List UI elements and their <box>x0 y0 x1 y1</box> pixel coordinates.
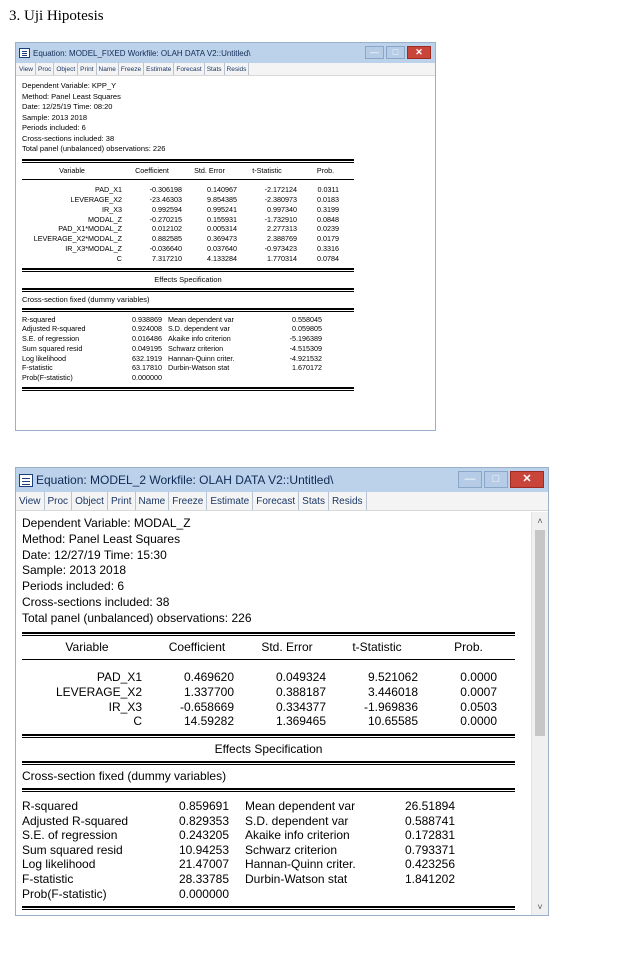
stat-label: Akaike info criterion <box>245 828 350 843</box>
stat-value: 0.000000 <box>178 886 229 901</box>
effects-specification-title: Effects Specification <box>154 274 222 284</box>
page-heading: 3. Uji Hipotesis <box>9 8 104 24</box>
coefficient-value: 7.317210 <box>152 253 182 263</box>
stat-value: 0.938869 <box>132 314 162 324</box>
toolbar-estimate-button[interactable]: Estimate <box>144 63 174 75</box>
prob-value: 0.0311 <box>317 185 339 195</box>
stat-label: S.D. dependent var <box>168 324 230 334</box>
stats-row <box>22 872 515 887</box>
window-title: Equation: MODEL_FIXED Workfile: OLAH DATA V2::Untitled\ <box>33 48 251 58</box>
toolbar <box>16 492 548 511</box>
t-statistic-value: -1.969836 <box>363 699 418 714</box>
column-header: Variable <box>59 165 85 175</box>
stat-label: S.E. of regression <box>22 828 118 843</box>
header-line: Total panel (unbalanced) observations: 226 <box>22 610 252 625</box>
toolbar-freeze-button[interactable]: Freeze <box>119 63 144 75</box>
stats-row <box>22 315 354 325</box>
coefficient-table <box>22 166 354 176</box>
variable-name: C <box>116 253 122 263</box>
prob-value: 0.0179 <box>317 234 339 244</box>
header-line: Cross-sections included: 38 <box>22 595 170 610</box>
toolbar-estimate-button[interactable]: Estimate <box>207 492 253 510</box>
prob-value: 0.0239 <box>317 224 339 234</box>
divider <box>22 268 354 270</box>
toolbar-resids-button[interactable]: Resids <box>329 492 367 510</box>
coefficient-value: 0.012102 <box>152 224 182 234</box>
toolbar-forecast-button[interactable]: Forecast <box>253 492 299 510</box>
stats-row <box>22 354 354 364</box>
system-menu-icon[interactable] <box>19 48 30 58</box>
table-row <box>22 224 354 234</box>
column-header: t-Statistic <box>252 165 282 175</box>
toolbar-view-button[interactable]: View <box>16 492 45 510</box>
stat-value: 28.33785 <box>178 872 229 887</box>
variable-name: PAD_X1*MODAL_Z <box>58 224 122 234</box>
std-error-value: 1.369465 <box>275 714 326 729</box>
prob-value: 0.3199 <box>317 204 339 214</box>
effects-type: Cross-section fixed (dummy variables) <box>22 768 227 783</box>
divider <box>22 659 515 660</box>
header-line: Dependent Variable: KPP_Y <box>22 81 117 90</box>
coefficient-value: -0.036640 <box>149 243 182 253</box>
stat-value: 0.829353 <box>178 813 229 828</box>
toolbar-name-button[interactable]: Name <box>136 492 170 510</box>
table-row <box>22 670 515 685</box>
estimation-output <box>22 516 522 914</box>
divider <box>22 906 515 908</box>
t-statistic-value: 3.446018 <box>367 685 418 700</box>
prob-value: 0.3316 <box>317 243 339 253</box>
t-statistic-value: 2.277313 <box>267 224 297 234</box>
std-error-value: 9.854385 <box>207 195 237 205</box>
stat-label: S.D. dependent var <box>245 813 349 828</box>
table-row <box>22 195 354 205</box>
stats-row <box>22 324 354 334</box>
table-header-row <box>22 640 515 655</box>
std-error-value: 0.005314 <box>207 224 237 234</box>
column-header: Coefficient <box>168 639 226 654</box>
stat-value: 21.47007 <box>178 857 229 872</box>
prob-value: 0.0007 <box>460 685 497 700</box>
table-row <box>22 215 354 225</box>
stat-label: Log likelihood <box>22 353 66 363</box>
stat-value: -5.196389 <box>289 334 322 344</box>
stat-label: R-squared <box>22 314 56 324</box>
table-row <box>22 185 354 195</box>
prob-value: 0.0000 <box>460 670 497 685</box>
coefficient-rows <box>22 670 515 729</box>
stat-value: 0.558045 <box>292 314 322 324</box>
variable-name: C <box>133 714 142 729</box>
prob-value: 0.0183 <box>317 195 339 205</box>
table-row <box>22 244 354 254</box>
table-row <box>22 714 515 729</box>
std-error-value: 0.369473 <box>207 234 237 244</box>
column-header: t-Statistic <box>352 639 402 654</box>
std-error-value: 0.140967 <box>207 185 237 195</box>
table-row <box>22 685 515 700</box>
title-bar[interactable] <box>16 43 435 63</box>
stats-row <box>22 857 515 872</box>
stat-label: Durbin-Watson stat <box>168 363 230 373</box>
column-header: Std. Error <box>194 165 225 175</box>
stat-value: 0.059805 <box>292 324 322 334</box>
toolbar-forecast-button[interactable]: Forecast <box>174 63 204 75</box>
variable-name: PAD_X1 <box>96 670 142 685</box>
table-row <box>22 205 354 215</box>
maximize-button[interactable]: □ <box>484 471 508 488</box>
stat-value: 1.841202 <box>404 872 455 887</box>
table-header-row <box>22 166 354 176</box>
toolbar-object-button[interactable]: Object <box>72 492 108 510</box>
stats-row <box>22 814 515 829</box>
divider <box>22 159 354 161</box>
vertical-scrollbar[interactable] <box>531 512 548 915</box>
std-error-value: 0.049324 <box>275 670 326 685</box>
stat-value: 0.000000 <box>132 373 162 383</box>
variable-name: LEVERAGE_X2 <box>70 195 122 205</box>
system-menu-icon[interactable] <box>19 474 33 487</box>
stat-value: 0.243205 <box>178 828 229 843</box>
minimize-button[interactable]: — <box>365 46 384 59</box>
title-bar[interactable] <box>16 468 548 492</box>
header-line: Method: Panel Least Squares <box>22 531 181 546</box>
column-header: Std. Error <box>261 639 313 654</box>
toolbar-proc-button[interactable]: Proc <box>45 492 73 510</box>
stat-value: 0.049195 <box>132 343 162 353</box>
t-statistic-value: -2.380973 <box>264 195 297 205</box>
header-line: Date: 12/25/19 Time: 08:20 <box>22 102 113 111</box>
coefficient-value: -0.658669 <box>179 699 234 714</box>
toolbar-resids-button[interactable]: Resids <box>225 63 250 75</box>
coefficient-value: 0.469620 <box>183 670 234 685</box>
header-line: Total panel (unbalanced) observations: 226 <box>22 144 166 153</box>
stat-label: Schwarz criterion <box>245 842 338 857</box>
regression-statistics <box>22 799 515 901</box>
coefficient-value: 1.337700 <box>183 685 234 700</box>
std-error-value: 0.388187 <box>275 685 326 700</box>
column-header: Prob. <box>454 639 483 654</box>
variable-name: LEVERAGE_X2 <box>55 685 142 700</box>
stats-row <box>22 887 515 902</box>
stat-value: 0.924008 <box>132 324 162 334</box>
divider <box>22 788 515 790</box>
stat-value: 0.588741 <box>404 813 455 828</box>
divider <box>22 288 354 290</box>
coefficient-value: 0.882585 <box>152 234 182 244</box>
estimation-output <box>22 81 362 394</box>
stat-label: S.E. of regression <box>22 334 80 344</box>
t-statistic-value: -1.732910 <box>264 214 297 224</box>
stat-label: Hannan-Quinn criter. <box>168 353 235 363</box>
stat-label: Sum squared resid <box>22 842 123 857</box>
close-button[interactable]: ✕ <box>407 46 431 59</box>
t-statistic-value: 9.521062 <box>367 670 418 685</box>
coefficient-value: -0.270215 <box>149 214 182 224</box>
equation-window-model-2 <box>15 467 549 916</box>
variable-name: IR_X3 <box>102 204 122 214</box>
variable-name: PAD_X1 <box>94 185 122 195</box>
effects-specification-title: Effects Specification <box>214 741 323 756</box>
stat-value: 26.51894 <box>404 798 455 813</box>
prob-value: 0.0784 <box>317 253 339 263</box>
stats-row <box>22 334 354 344</box>
toolbar-freeze-button[interactable]: Freeze <box>169 492 207 510</box>
stat-label: F-statistic <box>22 872 74 887</box>
header-line: Method: Panel Least Squares <box>22 91 121 101</box>
prob-value: 0.0000 <box>460 714 497 729</box>
toolbar-print-button[interactable]: Print <box>108 492 136 510</box>
regression-statistics <box>22 315 354 383</box>
window-title: Equation: MODEL_2 Workfile: OLAH DATA V2::Untitled\ <box>36 473 334 487</box>
estimation-header <box>22 516 522 627</box>
stat-value: -4.515309 <box>289 343 322 353</box>
header-line: Date: 12/27/19 Time: 15:30 <box>22 547 167 562</box>
stats-row <box>22 344 354 354</box>
stat-value: 0.859691 <box>178 798 229 813</box>
estimation-header <box>22 81 362 155</box>
scroll-up-icon[interactable]: ˄ <box>537 515 543 526</box>
stat-label: Prob(F-statistic) <box>22 373 73 383</box>
stat-label: Adjusted R-squared <box>22 324 86 334</box>
t-statistic-value: -2.172124 <box>264 185 297 195</box>
t-statistic-value: -0.973423 <box>264 243 297 253</box>
divider <box>22 308 354 310</box>
variable-name: IR_X3*MODAL_Z <box>65 243 122 253</box>
stat-value: 632.1919 <box>132 353 162 363</box>
stats-row <box>22 363 354 373</box>
toolbar-print-button[interactable]: Print <box>78 63 96 75</box>
t-statistic-value: 0.997340 <box>267 204 297 214</box>
coefficient-table <box>22 640 515 655</box>
effects-type: Cross-section fixed (dummy variables) <box>22 294 150 304</box>
stat-value: 1.670172 <box>292 363 322 373</box>
stat-label: Schwarz criterion <box>168 343 224 353</box>
t-statistic-value: 2.388769 <box>267 234 297 244</box>
std-error-value: 4.133284 <box>207 253 237 263</box>
close-button[interactable]: ✕ <box>510 471 544 488</box>
toolbar <box>16 63 435 76</box>
prob-value: 0.0503 <box>460 699 497 714</box>
header-line: Sample: 2013 2018 <box>22 563 127 578</box>
stat-value: 0.793371 <box>404 842 455 857</box>
coefficient-value: 0.992594 <box>152 204 182 214</box>
toolbar-object-button[interactable]: Object <box>54 63 78 75</box>
divider <box>22 734 515 736</box>
toolbar-name-button[interactable]: Name <box>97 63 119 75</box>
header-line: Periods included: 6 <box>22 123 86 132</box>
table-row <box>22 700 515 715</box>
stat-label: Mean dependent var <box>245 798 356 813</box>
minimize-button[interactable]: — <box>458 471 482 488</box>
stats-row <box>22 799 515 814</box>
stat-label: Prob(F-statistic) <box>22 886 107 901</box>
toolbar-stats-button[interactable]: Stats <box>205 63 225 75</box>
column-header: Prob. <box>316 165 335 175</box>
stats-row <box>22 828 515 843</box>
stats-row <box>22 843 515 858</box>
scroll-down-icon[interactable]: ˅ <box>537 901 543 912</box>
toolbar-view-button[interactable]: View <box>16 63 36 75</box>
stat-label: Log likelihood <box>22 857 96 872</box>
divider <box>22 632 515 634</box>
divider <box>22 387 354 389</box>
stat-value: 0.016486 <box>132 334 162 344</box>
stat-label: Hannan-Quinn criter. <box>245 857 356 872</box>
coefficient-rows <box>22 185 354 263</box>
variable-name: IR_X3 <box>108 699 142 714</box>
stat-value: 63.17810 <box>132 363 162 373</box>
divider <box>22 179 354 180</box>
divider <box>22 761 515 763</box>
std-error-value: 0.037640 <box>207 243 237 253</box>
prob-value: 0.0848 <box>317 214 339 224</box>
header-line: Sample: 2013 2018 <box>22 112 88 122</box>
stat-label: Akaike info criterion <box>168 334 231 344</box>
stats-row <box>22 373 354 383</box>
variable-name: LEVERAGE_X2*MODAL_Z <box>33 234 122 244</box>
table-row <box>22 234 354 244</box>
toolbar-proc-button[interactable]: Proc <box>36 63 54 75</box>
header-line: Cross-sections included: 38 <box>22 133 115 143</box>
stat-value: 0.423256 <box>404 857 455 872</box>
std-error-value: 0.995241 <box>207 204 237 214</box>
header-line: Periods included: 6 <box>22 579 125 594</box>
equation-window-model-fixed <box>15 42 436 431</box>
column-header: Variable <box>65 639 109 654</box>
variable-name: MODAL_Z <box>88 214 122 224</box>
stat-value: -4.921532 <box>289 353 322 363</box>
table-row <box>22 254 354 264</box>
std-error-value: 0.334377 <box>275 699 326 714</box>
t-statistic-value: 10.65585 <box>367 714 418 729</box>
maximize-button[interactable]: □ <box>386 46 405 59</box>
stat-value: 10.94253 <box>178 842 229 857</box>
header-line: Dependent Variable: MODAL_Z <box>22 516 191 530</box>
stat-value: 0.172831 <box>404 828 455 843</box>
column-header: Coefficient <box>135 165 169 175</box>
stat-label: R-squared <box>22 798 79 813</box>
coefficient-value: -0.306198 <box>149 185 182 195</box>
stat-label: Mean dependent var <box>168 314 234 324</box>
t-statistic-value: 1.770314 <box>267 253 297 263</box>
stat-label: F-statistic <box>22 363 53 373</box>
coefficient-value: -23.46303 <box>149 195 182 205</box>
std-error-value: 0.155931 <box>207 214 237 224</box>
coefficient-value: 14.59282 <box>183 714 234 729</box>
stat-label: Durbin-Watson stat <box>245 872 348 887</box>
stat-label: Sum squared resid <box>22 343 83 353</box>
stat-label: Adjusted R-squared <box>22 813 129 828</box>
toolbar-stats-button[interactable]: Stats <box>299 492 329 510</box>
scrollbar-thumb[interactable] <box>535 530 545 736</box>
